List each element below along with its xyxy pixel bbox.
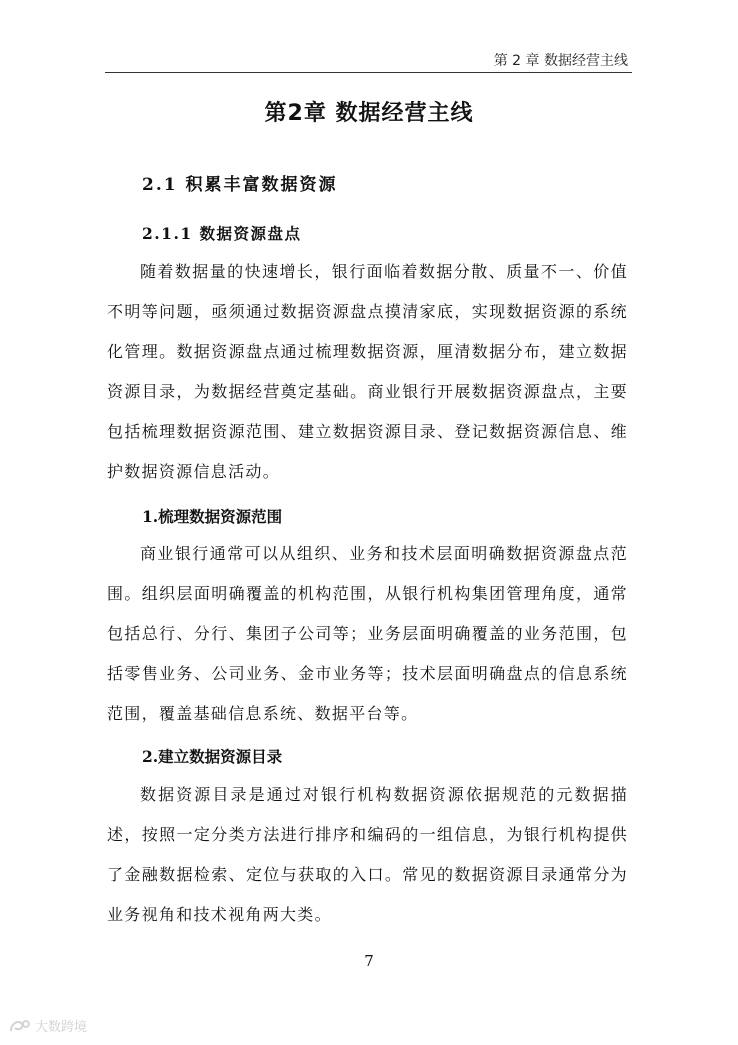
paragraph-catalog: 数据资源目录是通过对银行机构数据资源依据规范的元数据描述，按照一定分类方法进行排序和编码的一组信息，为银行机构提供了金融数据检索、定位与获取的入口。常见的数据资源目录通常分为业务视角和技术视角两大类。 — [107, 785, 628, 924]
section-title: 2.1 积累丰富数据资源 — [142, 175, 338, 195]
running-header: 第 2 章 数据经营主线 — [493, 53, 628, 69]
subsection-title: 2.1.1 数据资源盘点 — [142, 224, 302, 243]
watermark — [8, 1016, 87, 1035]
logo-icon — [8, 1018, 32, 1034]
watermark-text: 大数跨境 — [35, 1020, 88, 1035]
header-rule — [105, 72, 632, 73]
item-title-catalog: 2.建立数据资源目录 — [142, 747, 283, 766]
chapter-title: 第2章 数据经营主线 — [264, 101, 474, 126]
paragraph-scope: 商业银行通常可以从组织、业务和技术层面明确数据资源盘点范围。组织层面明确覆盖的机构范围，从银行机构集团管理角度，通常包括总行、分行、集团子公司等；业务层面明确覆盖的业务范围，包括零售业务、公司业务、金市业务等；技术层面明确盘点的信息系统范围，覆盖基础信息系统、数据平台等。 — [107, 544, 628, 723]
page-number: 7 — [364, 952, 374, 970]
item-title-scope: 1.梳理数据资源范围 — [142, 507, 283, 526]
paragraph-intro: 随着数据量的快速增长，银行面临着数据分散、质量不一、价值不明等问题，亟须通过数据资源盘点摸清家底，实现数据资源的系统化管理。数据资源盘点通过梳理数据资源，厘清数据分布，建立数据资源目录，为数据经营奠定基础。商业银行开展数据资源盘点，主要包括梳理数据资源范围、建立数据资源目录、登记数据资源信息、维护数据资源信息活动。 — [107, 262, 628, 481]
